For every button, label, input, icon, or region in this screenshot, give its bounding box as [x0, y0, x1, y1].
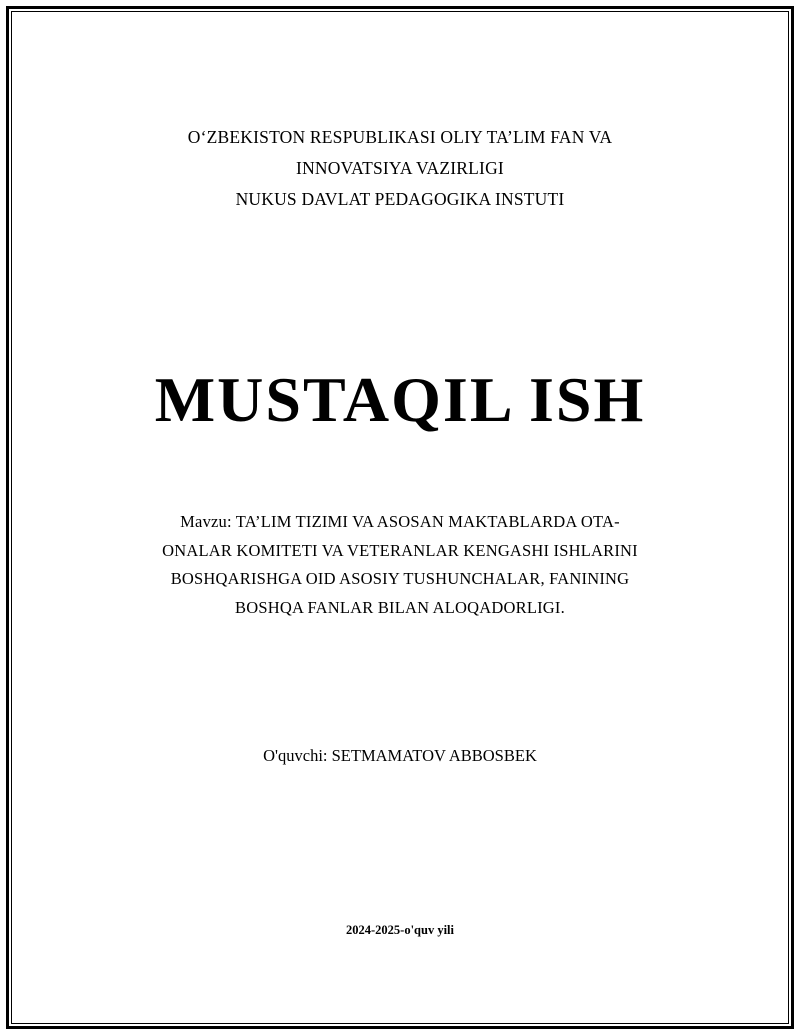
academic-year: 2024-2025-o'quv yili	[346, 923, 454, 937]
ministry-header	[12, 122, 788, 215]
page-border-outer	[6, 6, 794, 1029]
document-title: MUSTAQIL ISH	[154, 364, 646, 435]
page-border-inner	[11, 11, 789, 1024]
header-line-1: OʻZBEKISTON RESPUBLIKASI OLIY TA’LIM FAN VA	[187, 127, 613, 147]
topic-paragraph	[12, 508, 788, 622]
topic-line-3: BOSHQARISHGA OID ASOSIY TUSHUNCHALAR, FANINING	[170, 569, 630, 588]
header-line-3: NUKUS DAVLAT PEDAGOGIKA INSTUTI	[235, 189, 565, 209]
topic-line-2: ONALAR KOMITETI VA VETERANLAR KENGASHI ISHLARINI	[162, 540, 638, 560]
header-line-2: INNOVATSIYA VAZIRLIGI	[296, 158, 504, 178]
page-content	[12, 12, 788, 1023]
topic-line-1: Mavzu: TA’LIM TIZIMI VA ASOSAN MAKTABLARDA OTA-	[180, 512, 620, 531]
student-line: O'quvchi: SETMAMATOV ABBOSBEK	[263, 746, 537, 765]
topic-line-4: BOSHQA FANLAR BILAN ALOQADORLIGI.	[235, 597, 565, 617]
